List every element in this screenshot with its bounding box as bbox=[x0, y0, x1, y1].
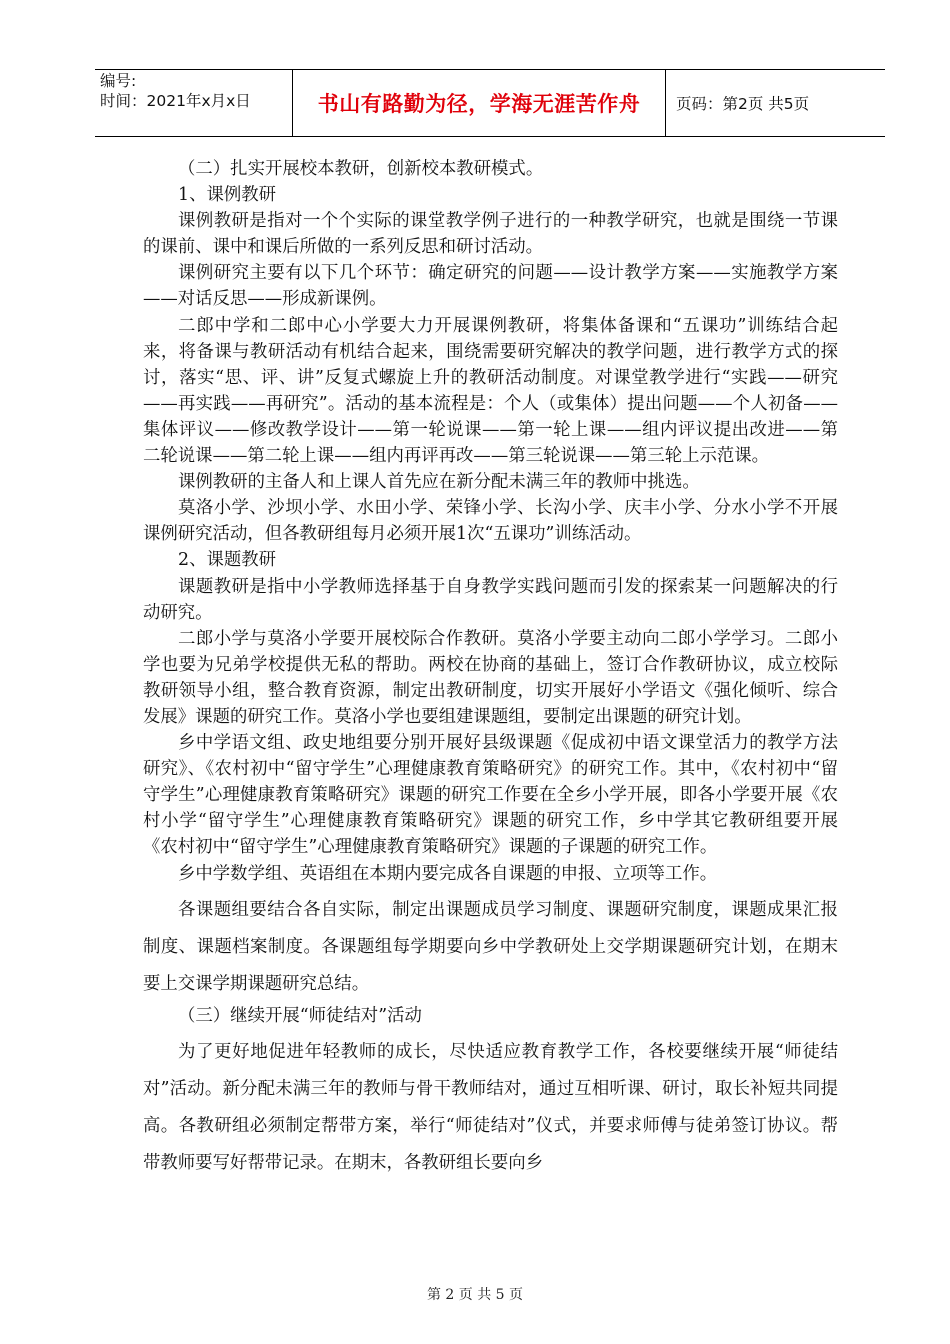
body-paragraph: 课例研究主要有以下几个环节：确定研究的问题——设计教学方案——实施教学方案——对话反思——形成新课例。 bbox=[143, 263, 838, 310]
body-paragraph: 莫洛小学、沙坝小学、水田小学、荣锋小学、长沟小学、庆丰小学、分水小学不开展课例研究活动，但各教研组每月必须开展1次“五课功”训练活动。 bbox=[143, 498, 838, 545]
subsection-heading: 1、课例教研 bbox=[178, 185, 277, 206]
body-paragraph: 课例教研的主备人和上课人首先应在新分配未满三年的教师中挑选。 bbox=[178, 472, 700, 493]
body-paragraph: 课例教研是指对一个个实际的课堂教学例子进行的一种教学研究，也就是围绕一节课的课前、课中和课后所做的一系列反思和研讨活动。 bbox=[143, 211, 838, 258]
header-page-number: 页码：第2页 共5页 bbox=[676, 95, 810, 113]
body-paragraph: 二郎小学与莫洛小学要开展校际合作教研。莫洛小学要主动向二郎小学学习。二郎小学也要为兄弟学校提供无私的帮助。两校在协商的基础上，签订合作教研协议，成立校际教研领导小组，整合教育资源，制定出教研制度，切实开展好小学语文《强化倾听、综合发展》课题的研究工作。莫洛小学也要组建课题组，要制定出课题的研究计划。 bbox=[143, 628, 838, 727]
body-paragraph: 乡中学语文组、政史地组要分别开展好县级课题《促成初中语文课堂活力的教学方法研究》、《农村初中“留守学生”心理健康教育策略研究》的研究工作。其中，《农村初中“留守学生”心理健康教育策略研究》课题的研究工作要在全乡小学开展，即各小学要开展《农村小学“留守学生”心理健康教育策略研究》课题的研究工作，乡中学其它教研组要开展《农村初中“留守学生”心理健康教育策略研究》课题的子课题的研究工作。 bbox=[143, 733, 838, 858]
body-paragraph: 为了更好地促进年轻教师的成长，尽快适应教育教学工作，各校要继续开展“师徒结对”活动。新分配未满三年的教师与骨干教师结对，通过互相听课、研讨，取长补短共同提高。各教研组必须制定帮带方案，举行“师徒结对”仪式，并要求师傅与徒弟签订协议。帮带教师要写好帮带记录。在期末，各教研组长要向乡 bbox=[143, 1041, 838, 1173]
document-time-label: 时间：2021年x月x日 bbox=[100, 92, 251, 110]
subsection-heading: 2、课题教研 bbox=[178, 550, 277, 571]
body-paragraph: 乡中学数学组、英语组在本期内要完成各自课题的申报、立项等工作。 bbox=[178, 863, 718, 884]
header-motto: 书山有路勤为径，学海无涯苦作舟 bbox=[293, 70, 666, 136]
section-heading: （三）继续开展“师徒结对”活动 bbox=[178, 1005, 422, 1026]
page-header bbox=[95, 69, 885, 137]
section-heading: （二）扎实开展校本教研，创新校本教研模式。 bbox=[178, 159, 544, 179]
body-paragraph: 二郎中学和二郎中心小学要大力开展课例教研，将集体备课和“五课功”训练结合起来，将备课与教研活动有机结合起来，围绕需要研究解决的教学问题，进行教学方式的探讨，落实“思、评、讲”反复式螺旋上升的教研活动制度。对课堂教学进行“实践——研究——再实践——再研究”。活动的基本流程是：个人（或集体）提出问题——个人初备——集体评议——修改教学设计——第一轮说课——第一轮上课——组内评议提出改进——第二轮说课——第二轮上课——组内再评再改——第三轮说课——第三轮上示范课。 bbox=[143, 315, 838, 467]
header-meta bbox=[95, 70, 293, 136]
page-footer: 第 2 页 共 5 页 bbox=[426, 1287, 524, 1303]
body-paragraph: 课题教研是指中小学教师选择基于自身教学实践问题而引发的探索某一问题解决的行动研究。 bbox=[143, 576, 838, 623]
body-paragraph: 各课题组要结合各自实际，制定出课题成员学习制度、课题研究制度，课题成果汇报制度、课题档案制度。各课题组每学期要向乡中学教研处上交学期课题研究计划，在期末要上交课学期课题研究总结。 bbox=[143, 899, 838, 994]
document-body bbox=[143, 156, 838, 1182]
document-number-label: 编号: bbox=[100, 72, 137, 90]
